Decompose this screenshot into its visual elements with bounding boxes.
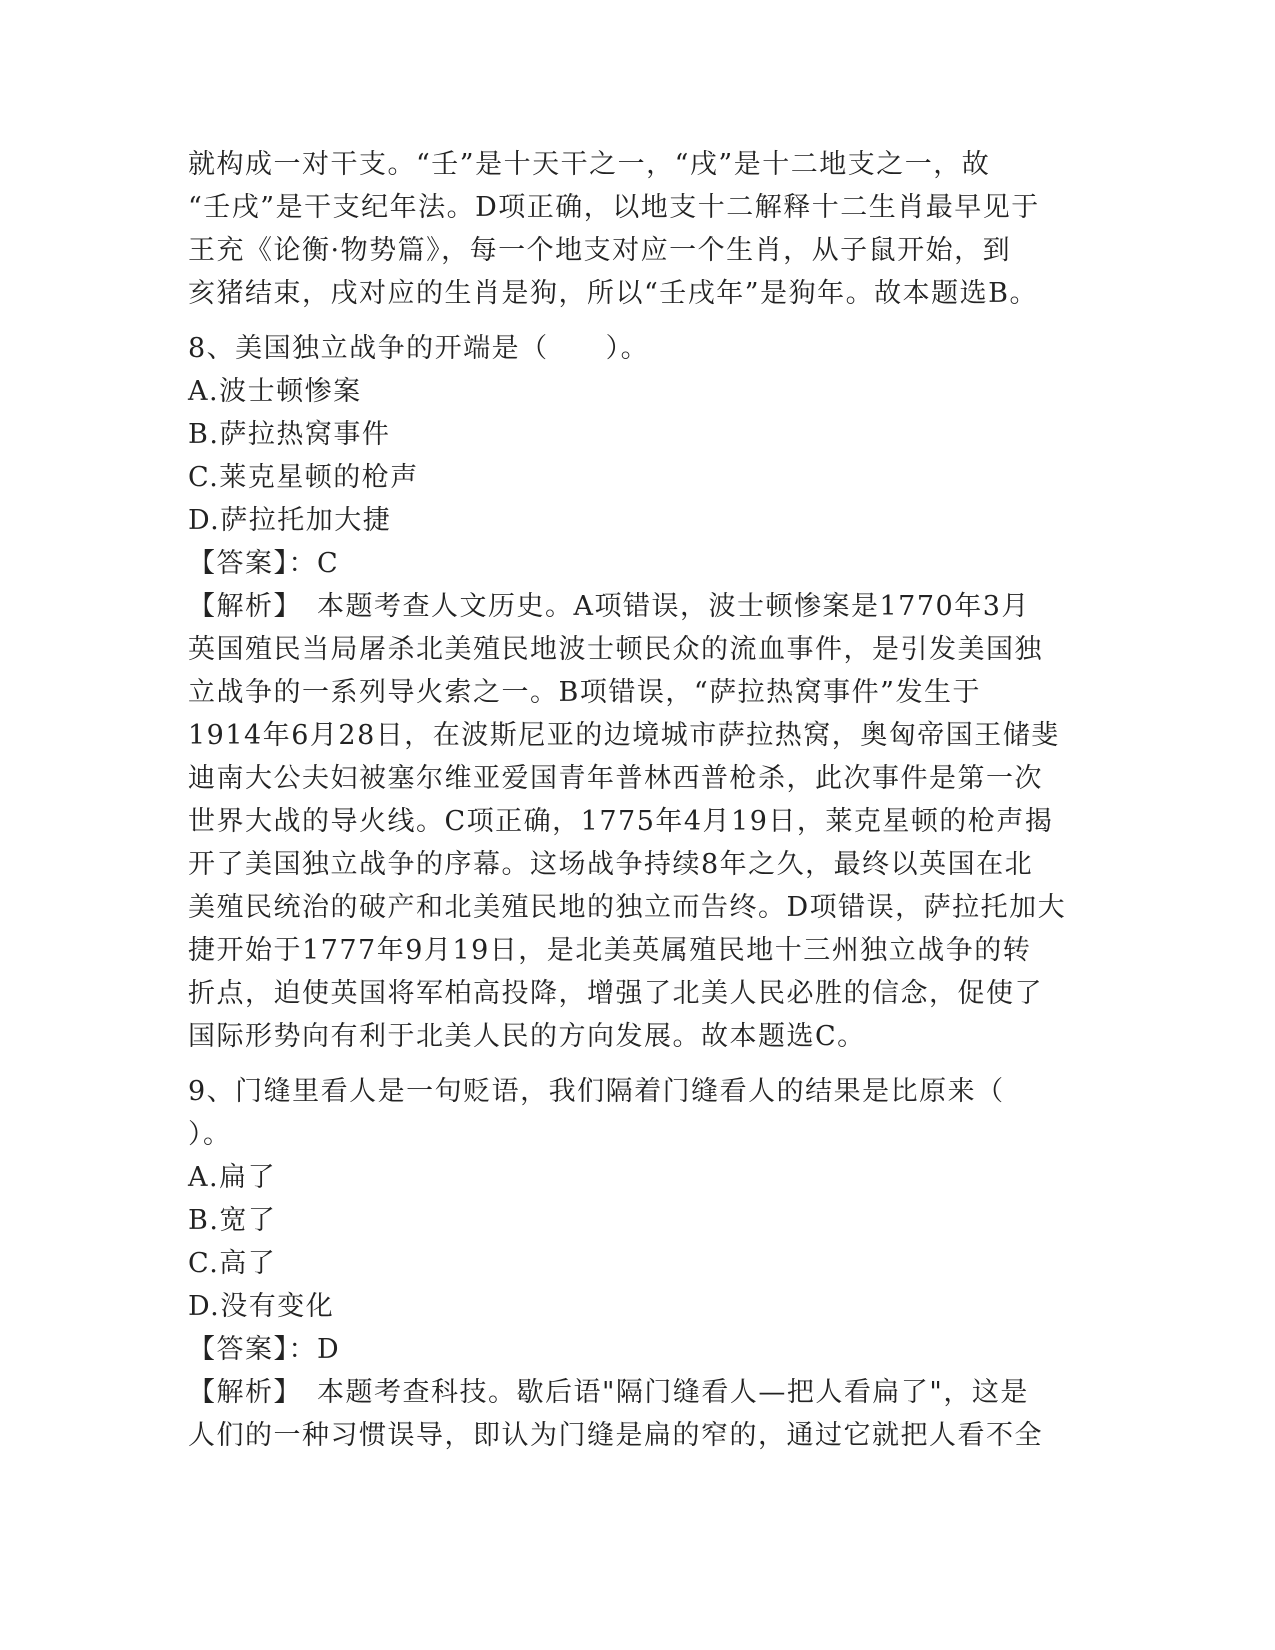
explanation (188, 585, 1088, 1058)
text-line: 人们的一种习惯误导，即认为门缝是扁的窄的，通过它就把人看不全 (188, 1420, 1043, 1451)
text-line: 迪南大公夫妇被塞尔维亚爱国青年普林西普枪杀，此次事件是第一次 (188, 763, 1043, 794)
option-a: A.扁了 (188, 1162, 277, 1193)
text-line: 国际形势向有利于北美人民的方向发展。故本题选C。 (188, 1021, 866, 1052)
text-line: 就构成一对干支。“壬”是十天干之一，“戌”是十二地支之一，故 (188, 149, 991, 180)
text-line: 开了美国独立战争的序幕。这场战争持续8年之久，最终以英国在北 (188, 849, 1034, 880)
text-line: 1914年6月28日，在波斯尼亚的边境城市萨拉热窝，奥匈帝国王储斐 (188, 720, 1060, 751)
question-9 (188, 1070, 1088, 1457)
text-line: 亥猪结束，戌对应的生肖是狗，所以“壬戌年”是狗年。故本题选B。 (188, 278, 1038, 309)
option-b: B.萨拉热窝事件 (188, 419, 391, 450)
question-stem-continued: ）。 (188, 1119, 232, 1150)
text-line: 美殖民统治的破产和北美殖民地的独立而告终。D项错误，萨拉托加大 (188, 892, 1067, 923)
option-c: C.高了 (188, 1248, 277, 1279)
option-c: C.莱克星顿的枪声 (188, 462, 419, 493)
explanation (188, 1371, 1088, 1457)
text-line: 立战争的一系列导火索之一。B项错误，“萨拉热窝事件”发生于 (188, 677, 981, 708)
previous-explanation (188, 143, 1088, 315)
text-line: 世界大战的导火线。C项正确，1775年4月19日，莱克星顿的枪声揭 (188, 806, 1054, 837)
text-line: 捷开始于1777年9月19日，是北美英属殖民地十三州独立战争的转 (188, 935, 1032, 966)
option-b: B.宽了 (188, 1205, 277, 1236)
text-line: 王充《论衡·物势篇》，每一个地支对应一个生肖，从子鼠开始，到 (188, 235, 1012, 266)
option-a: A.波士顿惨案 (188, 376, 362, 407)
text-line: “壬戌”是干支纪年法。D项正确，以地支十二解释十二生肖最早见于 (188, 192, 1040, 223)
answer-line: 【答案】：D (188, 1334, 341, 1365)
answer-line: 【答案】：C (188, 548, 340, 579)
question-stem: 9、门缝里看人是一句贬语，我们隔着门缝看人的结果是比原来（ (188, 1076, 1005, 1107)
text-line: 折点，迫使英国将军柏高投降，增强了北美人民必胜的信念，促使了 (188, 978, 1043, 1009)
question-stem: 8、美国独立战争的开端是（ ）。 (188, 333, 650, 364)
text-line: 英国殖民当局屠杀北美殖民地波士顿民众的流血事件，是引发美国独 (188, 634, 1043, 665)
document-page (188, 143, 1088, 1457)
option-d: D.没有变化 (188, 1291, 335, 1322)
question-8 (188, 327, 1088, 1058)
text-line: 【解析】 本题考查科技。歇后语"隔门缝看人—把人看扁了"，这是 (188, 1377, 1029, 1408)
text-line: 【解析】 本题考查人文历史。A项错误，波士顿惨案是1770年3月 (188, 591, 1030, 622)
option-d: D.萨拉托加大捷 (188, 505, 392, 536)
